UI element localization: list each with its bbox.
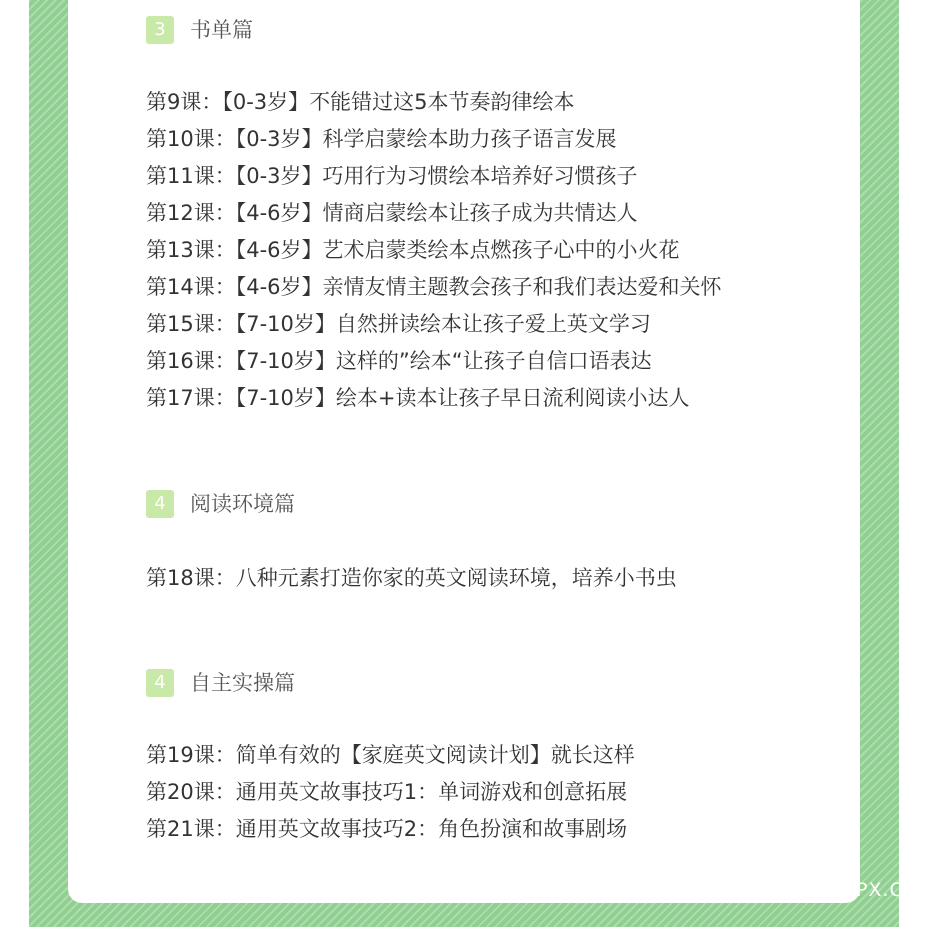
lesson-item: 第16课：【7-10岁】这样的”绘本“让孩子自信口语表达 <box>146 349 652 373</box>
lesson-item: 第21课：通用英文故事技巧2：角色扮演和故事剧场 <box>146 817 628 841</box>
section-number-badge: 4 <box>146 669 174 697</box>
section-number-badge: 3 <box>146 16 174 44</box>
lesson-item: 第17课：【7-10岁】绘本+读本让孩子早日流利阅读小达人 <box>146 386 690 410</box>
lesson-item: 第12课：【4-6岁】情商启蒙绘本让孩子成为共情达人 <box>146 201 638 225</box>
lesson-item: 第13课：【4-6岁】艺术启蒙类绘本点燃孩子心中的小火花 <box>146 238 680 262</box>
lesson-item: 第19课：简单有效的【家庭英文阅读计划】就长这样 <box>146 743 635 767</box>
section-header-self-practice <box>146 668 295 698</box>
lesson-item: 第9课：【0-3岁】不能错过这5本节奏韵律绘本 <box>146 90 575 114</box>
section-title: 阅读环境篇 <box>190 492 295 516</box>
lesson-item: 第10课：【0-3岁】科学启蒙绘本助力孩子语言发展 <box>146 127 617 151</box>
lesson-list-book-list <box>146 84 722 417</box>
section-title: 自主实操篇 <box>190 671 295 695</box>
lesson-list-reading-environment <box>146 560 677 597</box>
watermark-text: PX.CC <box>856 879 919 901</box>
section-header-reading-environment <box>146 489 295 519</box>
section-title: 书单篇 <box>190 18 253 42</box>
lesson-item: 第11课：【0-3岁】巧用行为习惯绘本培养好习惯孩子 <box>146 164 638 188</box>
section-number-badge: 4 <box>146 490 174 518</box>
lesson-item: 第18课：八种元素打造你家的英文阅读环境，培养小书虫 <box>146 566 677 590</box>
lesson-list-self-practice <box>146 737 635 848</box>
lesson-item: 第14课：【4-6岁】亲情友情主题教会孩子和我们表达爱和关怀 <box>146 275 722 299</box>
lesson-item: 第15课：【7-10岁】自然拼读绘本让孩子爱上英文学习 <box>146 312 651 336</box>
section-header-book-list <box>146 15 253 45</box>
lesson-item: 第20课：通用英文故事技巧1：单词游戏和创意拓展 <box>146 780 628 804</box>
